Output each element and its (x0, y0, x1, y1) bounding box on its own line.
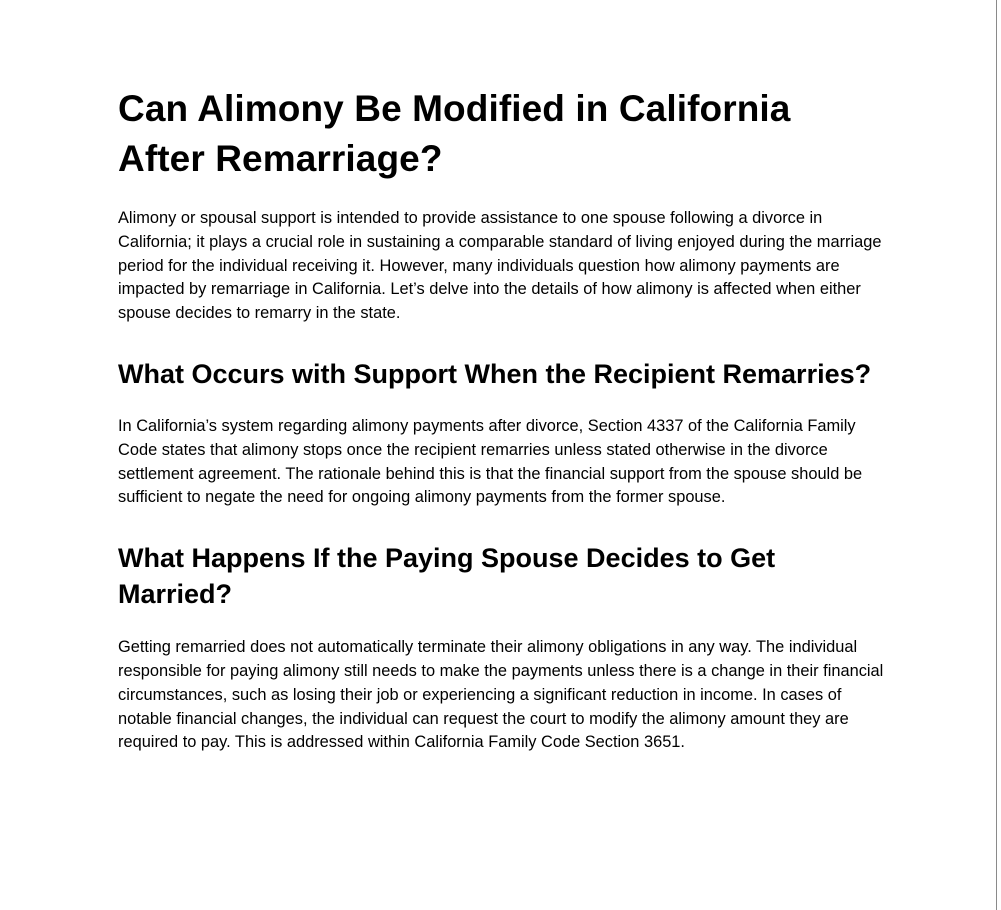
section-body-recipient-remarries: In California’s system regarding alimony payments after divorce, Section 4337 of the California Family Code states that alimony stops once the recipient remarries unless stated otherwise in the divorce settlement agreement. The rationale behind this is that the financial support from the spouse should be sufficient to negate the need for ongoing alimony payments from the former spouse. (118, 416, 863, 507)
section-body-paying-spouse-marries: Getting remarried does not automatically terminate their alimony obligations in any way. The individual responsible for paying alimony still needs to make the payments unless there is a change in their financial circumstances, such as losing their job or experiencing a significant reduction in income. In cases of notable financial changes, the individual can request the court to modify the alimony amount they are required to pay. This is addressed within California Family Code Section 3651. (118, 638, 884, 752)
section-heading-recipient-remarries: What Occurs with Support When the Recipient Remarries? (118, 358, 872, 389)
page-title: Can Alimony Be Modified in California After Remarriage? (118, 88, 791, 179)
section-heading-paying-spouse-marries: What Happens If the Paying Spouse Decides to Get Married? (118, 543, 776, 610)
page-edge-divider (996, 0, 1001, 910)
intro-paragraph: Alimony or spousal support is intended to provide assistance to one spouse following a divorce in California; it plays a crucial role in sustaining a comparable standard of living enjoyed during the marriage period for the individual receiving it. However, many individuals question how alimony payments are impacted by remarriage in California. Let’s delve into the details of how alimony is affected when either spouse decides to remarry in the state. (118, 209, 882, 323)
article (118, 84, 886, 755)
